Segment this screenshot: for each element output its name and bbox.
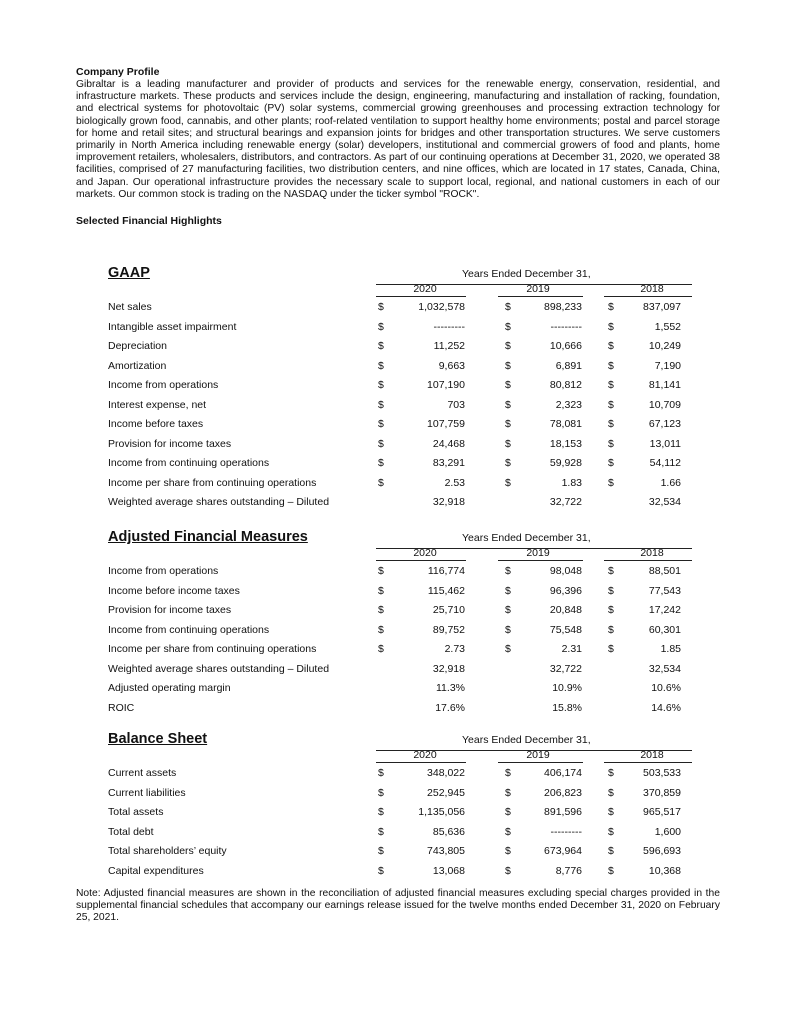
- cell-value: 6,891: [555, 359, 582, 372]
- cell-value: 503,533: [643, 767, 681, 779]
- row-label: Income from operations: [108, 379, 219, 391]
- cell-value: 17,242: [648, 604, 681, 616]
- table-row: [76, 643, 720, 659]
- cell-value: 24,468: [432, 437, 465, 450]
- cell-value: 1,135,056: [418, 806, 465, 818]
- cell-value: 743,805: [427, 845, 465, 857]
- adjusted-year-underline: [376, 560, 466, 561]
- cell-value: 115,462: [427, 584, 465, 597]
- cell-value: 32,918: [432, 662, 465, 675]
- cell-value: 83,291: [432, 457, 465, 469]
- footnote: Note: Adjusted financial measures are shown in the reconciliation of adjusted financial measures excluding special charges provided in the supplemental financial schedules that accompany our earnings release issued for the twelve months ended December 31, 2020 on February 25, 2021.: [76, 888, 720, 924]
- dollar-sign: $: [505, 418, 511, 430]
- row-label: Total debt: [108, 825, 154, 838]
- dollar-sign: $: [505, 825, 511, 838]
- cell-value: 59,928: [549, 457, 582, 469]
- cell-value: 98,048: [549, 565, 582, 577]
- dollar-sign: $: [608, 864, 614, 877]
- balance-year-underline: [498, 762, 583, 763]
- cell-value: 107,759: [427, 418, 465, 430]
- cell-value: 10,368: [648, 864, 681, 877]
- cell-value: 32,722: [549, 496, 582, 508]
- cell-value: 1,032,578: [418, 301, 465, 313]
- dollar-sign: $: [505, 604, 511, 616]
- gaap-year-label: 2019: [526, 283, 550, 295]
- table-row: [76, 301, 720, 317]
- dollar-sign: $: [505, 584, 511, 597]
- dollar-sign: $: [378, 864, 384, 877]
- table-row: [76, 585, 720, 601]
- row-label: Income before taxes: [108, 418, 204, 430]
- dollar-sign: $: [608, 320, 614, 333]
- cell-value: 596,693: [643, 845, 681, 857]
- dollar-sign: $: [378, 379, 384, 391]
- cell-value: 406,174: [544, 767, 582, 779]
- dollar-sign: $: [378, 584, 384, 597]
- dollar-sign: $: [608, 643, 614, 655]
- row-label: Income before income taxes: [108, 584, 240, 597]
- cell-value: 10,709: [648, 398, 681, 411]
- dollar-sign: $: [505, 340, 511, 352]
- cell-value: 2.73: [444, 643, 465, 655]
- table-row: [76, 826, 720, 842]
- row-label: Income per share from continuing operations: [108, 476, 317, 489]
- cell-value: 703: [447, 398, 465, 411]
- table-row: [76, 321, 720, 337]
- dollar-sign: $: [505, 398, 511, 411]
- row-label: Net sales: [108, 301, 152, 313]
- dollar-sign: $: [378, 825, 384, 838]
- cell-value: 898,233: [544, 301, 582, 313]
- cell-value: 1.83: [561, 476, 582, 489]
- dollar-sign: $: [608, 623, 614, 636]
- dollar-sign: $: [608, 845, 614, 857]
- balance-sheet-title: Balance Sheet: [108, 731, 208, 747]
- table-row: [76, 787, 720, 803]
- cell-value: 20,848: [549, 604, 582, 616]
- cell-value: 10,249: [648, 340, 681, 352]
- dollar-sign: $: [608, 767, 614, 779]
- cell-value: 15.8%: [552, 701, 582, 714]
- dollar-sign: $: [608, 340, 614, 352]
- table-row: [76, 806, 720, 822]
- gaap-year-underline: [498, 296, 583, 297]
- gaap-year-underline: [376, 296, 466, 297]
- dollar-sign: $: [378, 301, 384, 313]
- table-row: [76, 767, 720, 783]
- dollar-sign: $: [505, 643, 511, 655]
- balance-year-underline: [376, 762, 466, 763]
- dollar-sign: $: [505, 786, 511, 799]
- cell-value: 32,534: [648, 662, 681, 675]
- row-label: Income from continuing operations: [108, 623, 270, 636]
- cell-value: 77,543: [648, 584, 681, 597]
- table-row: [76, 360, 720, 376]
- cell-value: 2.53: [444, 476, 465, 489]
- row-label: Current liabilities: [108, 786, 186, 799]
- adjusted-year-label: 2019: [526, 547, 550, 559]
- dollar-sign: $: [378, 437, 384, 450]
- row-label: ROIC: [108, 701, 135, 714]
- dollar-sign: $: [378, 476, 384, 489]
- table-row: [76, 379, 720, 395]
- dollar-sign: $: [505, 845, 511, 857]
- row-label: Interest expense, net: [108, 398, 207, 411]
- cell-value: 89,752: [432, 623, 465, 636]
- cell-value: 2,323: [555, 398, 582, 411]
- dollar-sign: $: [378, 767, 384, 779]
- cell-value: 11.3%: [436, 682, 465, 694]
- cell-value: 1.66: [660, 476, 681, 489]
- dollar-sign: $: [505, 476, 511, 489]
- balance-year-label: 2019: [526, 749, 550, 761]
- cell-value: 75,548: [549, 623, 582, 636]
- dollar-sign: $: [608, 379, 614, 391]
- cell-value: 60,301: [648, 623, 681, 636]
- cell-value: 32,534: [648, 496, 681, 508]
- cell-value: 348,022: [427, 767, 465, 779]
- row-label: Current assets: [108, 767, 177, 779]
- cell-value: 370,859: [643, 786, 681, 799]
- cell-value: 13,068: [432, 864, 465, 877]
- dollar-sign: $: [608, 786, 614, 799]
- company-profile-heading: Company Profile: [76, 66, 160, 78]
- balance-year-label: 2020: [413, 749, 437, 761]
- dollar-sign: $: [378, 457, 384, 469]
- row-label: Amortization: [108, 359, 167, 372]
- row-label: Provision for income taxes: [108, 604, 232, 616]
- table-row: [76, 477, 720, 493]
- gaap-year-label: 2020: [413, 283, 437, 295]
- cell-value: 54,112: [649, 457, 681, 469]
- row-label: Weighted average shares outstanding – Diluted: [108, 496, 330, 508]
- cell-value: 18,153: [549, 437, 582, 450]
- cell-value: 1,600: [654, 825, 681, 838]
- cell-value: 11,252: [433, 340, 465, 352]
- dollar-sign: $: [378, 623, 384, 636]
- dollar-sign: $: [378, 643, 384, 655]
- gaap-years-heading: Years Ended December 31,: [462, 268, 591, 280]
- table-row: [76, 865, 720, 881]
- row-label: Intangible asset impairment: [108, 320, 237, 333]
- cell-value: 116,774: [427, 565, 465, 577]
- dollar-sign: $: [608, 437, 614, 450]
- cell-value: 67,123: [648, 418, 681, 430]
- cell-value: 10,666: [549, 340, 582, 352]
- table-row: [76, 565, 720, 581]
- dollar-sign: $: [608, 604, 614, 616]
- cell-value: 78,081: [549, 418, 582, 430]
- balance-year-label: 2018: [640, 749, 664, 761]
- cell-value: 837,097: [643, 301, 681, 313]
- cell-value: 85,636: [432, 825, 465, 838]
- table-row: [76, 845, 720, 861]
- dollar-sign: $: [608, 476, 614, 489]
- table-row: [76, 438, 720, 454]
- cell-value: 88,501: [648, 565, 681, 577]
- table-row: [76, 663, 720, 679]
- dollar-sign: $: [608, 457, 614, 469]
- row-label: Income from continuing operations: [108, 457, 270, 469]
- dollar-sign: $: [505, 565, 511, 577]
- document-page: [76, 66, 720, 924]
- balance-years-heading: Years Ended December 31,: [462, 734, 591, 746]
- cell-value: 32,918: [432, 496, 465, 508]
- table-row: [76, 399, 720, 415]
- adjusted-year-label: 2020: [413, 547, 437, 559]
- row-label: Weighted average shares outstanding – Diluted: [108, 662, 330, 675]
- table-row: [76, 624, 720, 640]
- adjusted-year-label: 2018: [640, 547, 664, 559]
- cell-value: 2.31: [561, 643, 582, 655]
- dollar-sign: $: [608, 825, 614, 838]
- row-label: Adjusted operating margin: [108, 682, 231, 694]
- dollar-sign: $: [505, 301, 511, 313]
- cell-value: 25,710: [432, 604, 465, 616]
- dollar-sign: $: [505, 806, 511, 818]
- row-label: Capital expenditures: [108, 864, 204, 877]
- table-row: [76, 682, 720, 698]
- dollar-sign: $: [505, 457, 511, 469]
- cell-value: 9,663: [438, 359, 465, 372]
- dollar-sign: $: [608, 806, 614, 818]
- row-label: Provision for income taxes: [108, 437, 232, 450]
- adjusted-years-heading: Years Ended December 31,: [462, 532, 591, 544]
- row-label: Total assets: [108, 806, 164, 818]
- dollar-sign: $: [378, 806, 384, 818]
- cell-value: 81,141: [648, 379, 681, 391]
- gaap-year-underline: [604, 296, 692, 297]
- company-profile-text: Gibraltar is a leading manufacturer and provider of products and services for the renewable energy, conservation, residential, and infrastructure markets. These products and services include the design, engineering, manufacturing and installation of racking, foundation, and electrical systems for photovoltaic (PV) solar systems, commercial growing greenhouses and processing extraction technology for biologically grown food, cannabis, and other plants; roof-related ventilation to support healthy home environments; postal and parcel storage for home and retail sites; and structural bearings and expansion joints for bridges and other transportation structures. We serve customers primarily in North America including renewable energy (solar) developers, institutional and commercial growers of food and plants, home improvement retailers, wholesalers, distributors, and contractors. As part of our continuing operations at December 31, 2020, we operated 38 facilities, comprised of 27 manufacturing facilities, two distribution centers, and nine offices, which are located in 17 states, Canada, China, and Japan. Our operational infrastructure provides the necessary scale to support local, regional, and national customers in each of our markets. Our common stock is trading on the NASDAQ under the ticker symbol "ROCK".: [76, 79, 720, 200]
- dollar-sign: $: [608, 301, 614, 313]
- dollar-sign: $: [608, 418, 614, 430]
- cell-value: 96,396: [549, 584, 582, 597]
- dollar-sign: $: [378, 786, 384, 799]
- gaap-title: GAAP: [108, 265, 150, 281]
- cell-value: 673,964: [544, 845, 582, 857]
- cell-value: 10.9%: [552, 682, 582, 694]
- table-row: [76, 496, 720, 512]
- dollar-sign: $: [378, 340, 384, 352]
- adjusted-year-underline: [604, 560, 692, 561]
- dollar-sign: $: [505, 437, 511, 450]
- row-label: Income from operations: [108, 565, 219, 577]
- selected-highlights-heading: Selected Financial Highlights: [76, 215, 222, 228]
- dollar-sign: $: [505, 320, 511, 333]
- dollar-sign: $: [378, 320, 384, 333]
- gaap-year-label: 2018: [640, 283, 664, 295]
- balance-year-underline: [604, 762, 692, 763]
- dollar-sign: $: [608, 584, 614, 597]
- dollar-sign: $: [608, 359, 614, 372]
- dollar-sign: $: [378, 398, 384, 411]
- cell-value: 206,823: [544, 786, 582, 799]
- dollar-sign: $: [505, 767, 511, 779]
- dollar-sign: $: [378, 418, 384, 430]
- cell-value: 13,011: [649, 437, 681, 450]
- cell-value: 7,190: [654, 359, 681, 372]
- cell-value: 10.6%: [651, 682, 681, 694]
- row-label: Depreciation: [108, 340, 167, 352]
- cell-value: 965,517: [643, 806, 681, 818]
- cell-value: 8,776: [555, 864, 582, 877]
- cell-value: 17.6%: [435, 701, 465, 714]
- cell-value: 252,945: [427, 786, 465, 799]
- dollar-sign: $: [608, 398, 614, 411]
- cell-value: 1,552: [654, 320, 681, 333]
- table-row: [76, 418, 720, 434]
- adjusted-year-underline: [498, 560, 583, 561]
- dollar-sign: $: [378, 565, 384, 577]
- table-row: [76, 604, 720, 620]
- table-row: [76, 340, 720, 356]
- dollar-sign: $: [505, 623, 511, 636]
- row-label: Total shareholders’ equity: [108, 845, 227, 857]
- dollar-sign: $: [505, 359, 511, 372]
- row-label: Income per share from continuing operations: [108, 643, 317, 655]
- dollar-sign: $: [378, 359, 384, 372]
- cell-value: 1.85: [660, 643, 681, 655]
- cell-value: ---------: [550, 320, 582, 333]
- dollar-sign: $: [505, 864, 511, 877]
- cell-value: 80,812: [549, 379, 582, 391]
- dollar-sign: $: [505, 379, 511, 391]
- table-row: [76, 702, 720, 718]
- dollar-sign: $: [608, 565, 614, 577]
- dollar-sign: $: [378, 604, 384, 616]
- cell-value: 32,722: [549, 662, 582, 675]
- cell-value: 107,190: [427, 379, 465, 391]
- cell-value: 14.6%: [651, 701, 681, 714]
- cell-value: 891,596: [544, 806, 582, 818]
- table-row: [76, 457, 720, 473]
- adjusted-title: Adjusted Financial Measures: [108, 529, 308, 545]
- cell-value: ---------: [433, 320, 465, 333]
- cell-value: ---------: [550, 825, 582, 838]
- dollar-sign: $: [378, 845, 384, 857]
